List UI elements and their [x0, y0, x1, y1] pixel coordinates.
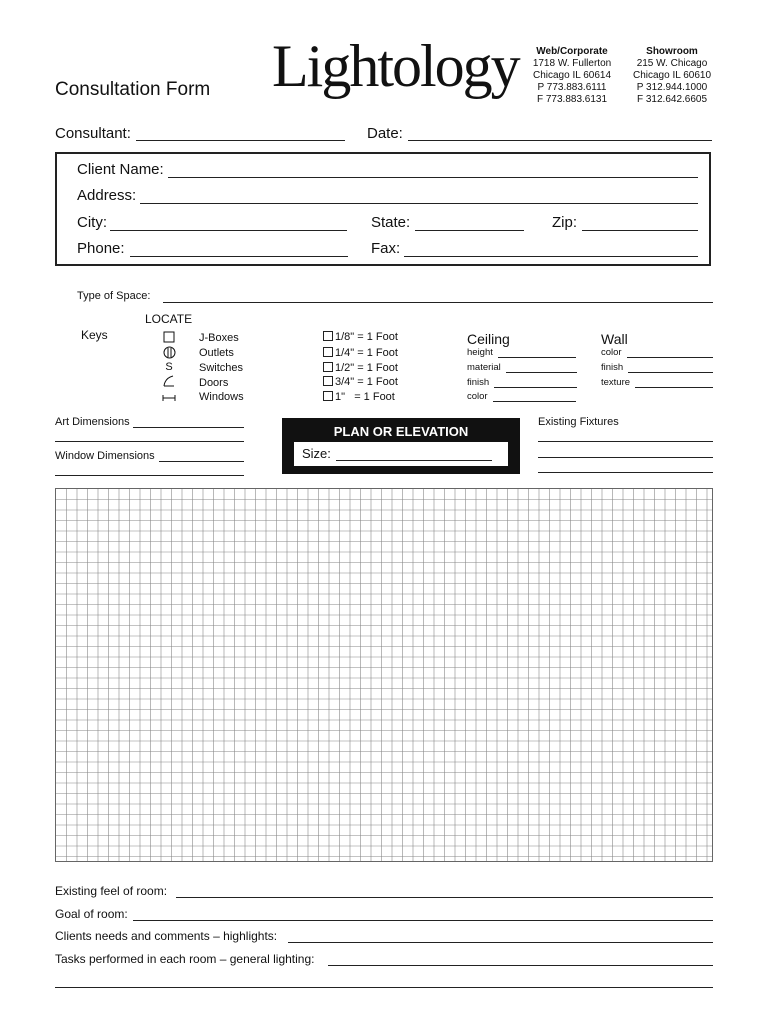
address-label: Address: — [77, 187, 137, 204]
jbox-symbol-icon — [162, 331, 176, 346]
art-dimensions-field[interactable] — [133, 427, 244, 428]
window-dimensions-field-2[interactable] — [55, 475, 244, 476]
type-of-space-label: Type of Space: — [77, 290, 151, 302]
size-label: Size: — [302, 446, 331, 461]
outlet-symbol-icon — [162, 346, 176, 362]
plan-elevation-title: PLAN OR ELEVATION — [333, 424, 469, 439]
type-of-space-field[interactable] — [163, 302, 713, 303]
ceiling-material-label: material — [467, 362, 501, 373]
window-symbol-icon — [162, 393, 176, 405]
scale-checkbox[interactable] — [323, 347, 333, 357]
key-switches: Switches — [199, 362, 244, 374]
scale-label: 1/4" = 1 Foot — [335, 347, 398, 359]
web-corporate-address — [522, 46, 622, 106]
client-needs-label: Clients needs and comments – highlights: — [55, 929, 278, 943]
showroom-address — [622, 46, 722, 106]
wall-texture-field[interactable] — [635, 387, 713, 388]
key-windows: Windows — [199, 391, 244, 403]
locate-heading: LOCATE — [145, 312, 193, 326]
ceiling-heading: Ceiling — [467, 331, 510, 347]
wall-color-field[interactable] — [627, 357, 713, 358]
switch-symbol-icon: S — [165, 361, 173, 373]
scale-label: 3/4" = 1 Foot — [335, 376, 398, 388]
extra-notes-field[interactable] — [55, 987, 713, 988]
zip-label: Zip: — [552, 214, 578, 231]
form-title: Consultation Form — [55, 79, 211, 100]
showroom-fax: F 312.642.6605 — [636, 94, 708, 105]
client-needs-field[interactable] — [288, 942, 713, 943]
existing-fixtures-field-1[interactable] — [538, 441, 713, 442]
existing-fixtures-label: Existing Fixtures — [538, 416, 619, 428]
showroom-phone: P 312.944.1000 — [636, 82, 708, 93]
scale-label: 1" = 1 Foot — [335, 391, 395, 403]
consultant-label: Consultant: — [55, 125, 131, 142]
drawing-grid[interactable] — [55, 488, 713, 862]
city-field[interactable] — [110, 230, 347, 231]
ceiling-material-field[interactable] — [506, 372, 577, 373]
existing-fixtures-field-3[interactable] — [538, 472, 713, 473]
window-dimensions-field[interactable] — [159, 461, 244, 462]
ceiling-height-label: height — [467, 347, 493, 358]
scale-label: 1/8" = 1 Foot — [335, 331, 398, 343]
scale-option[interactable] — [323, 347, 398, 359]
goal-of-room-field[interactable] — [133, 920, 713, 921]
web-corporate-phone: P 773.883.6111 — [537, 82, 607, 93]
tasks-performed-field[interactable] — [328, 965, 713, 966]
ceiling-finish-label: finish — [467, 377, 490, 388]
date-field[interactable] — [408, 140, 712, 141]
web-corporate-fax: F 773.883.6131 — [536, 94, 608, 105]
showroom-heading: Showroom — [646, 46, 698, 57]
door-symbol-icon — [162, 375, 176, 390]
wall-heading: Wall — [601, 331, 628, 347]
web-corporate-heading: Web/Corporate — [536, 46, 608, 57]
ceiling-color-field[interactable] — [493, 401, 576, 402]
scale-option[interactable] — [323, 331, 398, 343]
ceiling-height-field[interactable] — [498, 357, 576, 358]
art-dimensions-field-2[interactable] — [55, 441, 244, 442]
showroom-street: 215 W. Chicago — [636, 58, 708, 69]
goal-of-room-label: Goal of room: — [55, 907, 128, 921]
lightology-logo: Lightology — [272, 33, 519, 99]
existing-feel-label: Existing feel of room: — [55, 884, 168, 898]
fax-field[interactable] — [404, 256, 698, 257]
zip-field[interactable] — [582, 230, 698, 231]
wall-texture-label: texture — [601, 377, 631, 388]
city-label: City: — [77, 214, 107, 231]
scale-option[interactable] — [323, 362, 398, 374]
wall-finish-field[interactable] — [628, 372, 713, 373]
web-corporate-city: Chicago IL 60614 — [532, 70, 612, 81]
date-label: Date: — [367, 125, 403, 142]
scale-checkbox[interactable] — [323, 362, 333, 372]
client-name-label: Client Name: — [77, 161, 164, 178]
scale-label: 1/2" = 1 Foot — [335, 362, 398, 374]
wall-color-label: color — [601, 347, 622, 358]
consultant-field[interactable] — [136, 140, 345, 141]
phone-field[interactable] — [130, 256, 348, 257]
phone-label: Phone: — [77, 240, 125, 257]
size-field[interactable] — [336, 460, 492, 461]
address-field[interactable] — [140, 203, 698, 204]
art-dimensions-label: Art Dimensions — [55, 416, 130, 428]
existing-fixtures-field-2[interactable] — [538, 457, 713, 458]
state-label: State: — [371, 214, 411, 231]
key-jboxes: J-Boxes — [199, 332, 239, 344]
fax-label: Fax: — [371, 240, 401, 257]
ceiling-finish-field[interactable] — [494, 387, 577, 388]
keys-heading: Keys — [81, 328, 108, 342]
state-field[interactable] — [415, 230, 524, 231]
tasks-performed-label: Tasks performed in each room – general lighting: — [55, 952, 315, 966]
existing-feel-field[interactable] — [176, 897, 713, 898]
scale-checkbox[interactable] — [323, 391, 333, 401]
key-doors: Doors — [199, 377, 229, 389]
window-dimensions-label: Window Dimensions — [55, 450, 155, 462]
showroom-city: Chicago IL 60610 — [632, 70, 712, 81]
scale-option[interactable] — [323, 376, 398, 388]
scale-option[interactable] — [323, 391, 395, 403]
scale-checkbox[interactable] — [323, 331, 333, 341]
scale-checkbox[interactable] — [323, 376, 333, 386]
client-name-field[interactable] — [168, 177, 698, 178]
key-outlets: Outlets — [199, 347, 234, 359]
ceiling-color-label: color — [467, 391, 488, 402]
web-corporate-street: 1718 W. Fullerton — [532, 58, 612, 69]
wall-finish-label: finish — [601, 362, 624, 373]
